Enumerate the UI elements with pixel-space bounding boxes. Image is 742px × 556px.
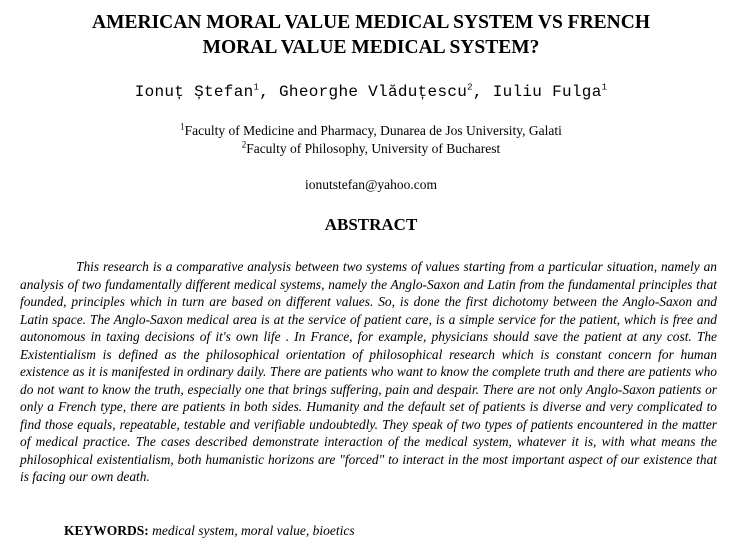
contact-email: ionutstefan@yahoo.com xyxy=(304,177,438,192)
keywords-label: KEYWORDS: xyxy=(64,523,149,538)
affiliation-text: Faculty of Medicine and Pharmacy, Dunarea de Jos University, Galati xyxy=(184,123,562,138)
author-list xyxy=(0,82,742,102)
author-affiliation-mark: 1 xyxy=(253,82,260,93)
abstract-body: This research is a comparative analysis between two systems of values starting from a particular situation, namely an analysis of two fundamentally different medical systems, namely the Anglo-Saxon and Latin from the fundamental principles that founded, principles which in turn are based on different values. So, is done the first dichotomy between the Anglo-Saxon and Latin space. The Anglo-Saxon medical area is at the service of patient care, is a simple service for the patient, which is free and autonomous in taxing decisions of it's own life . In France, for example, physicians should save the patient at any cost. The Existentialism is defined as the philosophical orientation of philosophical research which is constant concern for human existence as it is manifested in ordinary daily. There are patients who want to know the complete truth and there are patients who do not want to know the truth, especially one that brings suffering, pain and despair. There are not only Anglo-Saxon patients or only a French type, there are patients in both sides. Humanity and the default set of patients is diverse and very complicated to find those equals, repeatable, testable and verifiable undoubtedly. They speak of two types of patients encountered in the matter of medical practice. The cases described demonstrate interaction of the medical system, whatever it is, with what means the philosophical existentialism, both humanistic horizons are "forced" to interact in the most important aspect of our existence that is facing our own death. xyxy=(20,259,717,484)
affiliation xyxy=(0,140,742,158)
affiliation xyxy=(0,122,742,140)
keywords-value: medical system, moral value, bioetics xyxy=(152,523,355,538)
author-name: Gheorghe Vlăduțescu xyxy=(279,83,468,101)
affiliation-mark: 1 xyxy=(180,121,185,132)
title-line-1: AMERICAN MORAL VALUE MEDICAL SYSTEM VS FRENCH xyxy=(92,12,650,33)
author-affiliation-mark: 1 xyxy=(601,82,608,93)
author-separator: , xyxy=(259,83,280,101)
author-name: Iuliu Fulga xyxy=(492,83,602,101)
affiliation-text: Faculty of Philosophy, University of Bucharest xyxy=(246,141,501,156)
author-name: Ionuț Ștefan xyxy=(134,83,254,101)
abstract-heading: ABSTRACT xyxy=(324,215,418,234)
affiliation-mark: 2 xyxy=(241,139,247,150)
title-line-2: MORAL VALUE MEDICAL SYSTEM? xyxy=(202,37,540,58)
keywords xyxy=(64,522,355,540)
paper-title xyxy=(0,10,742,60)
author-affiliation-mark: 2 xyxy=(467,82,473,93)
author-separator: , xyxy=(472,83,493,101)
